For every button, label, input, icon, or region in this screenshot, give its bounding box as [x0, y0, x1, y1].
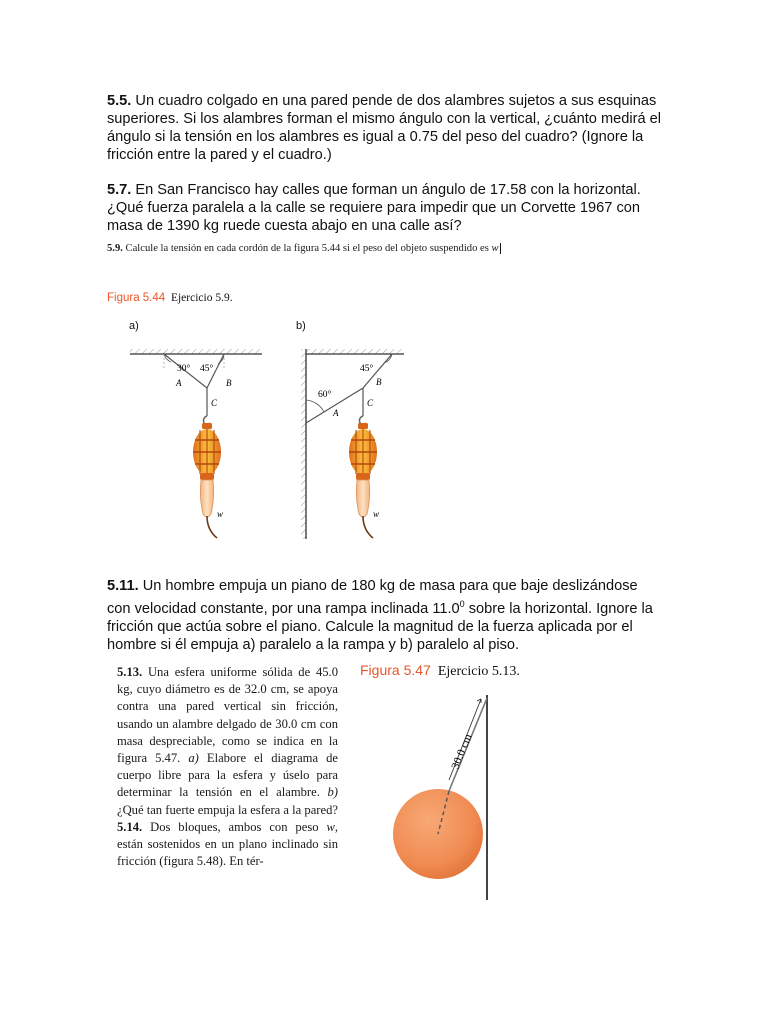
figure-5-44-caption	[107, 292, 233, 304]
ceiling-hatch	[130, 349, 262, 354]
problem-5-14	[117, 819, 338, 871]
lamp-icon	[193, 423, 224, 538]
ceiling-hatch	[306, 349, 404, 354]
problem-number: 5.14.	[117, 819, 143, 834]
figure-5-47-caption	[360, 662, 520, 680]
angle-30-label: 30°	[177, 364, 191, 374]
weight-label: w	[217, 509, 224, 519]
problem-text: Calcule la tensión en cada cordón de la figura 5.44 si el peso del objeto suspendido es	[122, 243, 492, 254]
problem-number: 5.9.	[107, 243, 123, 254]
panel-a-label: a)	[129, 320, 139, 332]
problem-number: 5.7.	[107, 182, 132, 198]
problem-5-5	[107, 92, 663, 164]
panel-b-label: b)	[296, 320, 306, 332]
part-b-label: b)	[327, 785, 338, 800]
angle-60-label: 60°	[318, 390, 332, 400]
problem-number: 5.5.	[107, 93, 132, 109]
problem-text: , están sostenidos en un plano inclinado sin fricción (figura 5.48). En tér-	[117, 819, 338, 869]
cord-a-label: A	[176, 378, 182, 388]
lamp-icon	[349, 423, 380, 538]
problem-5-13-block	[117, 664, 338, 918]
text-cursor	[500, 243, 501, 254]
weight-variable: w	[491, 243, 499, 254]
cord-c-label: C	[211, 398, 218, 408]
cord-b-label: B	[226, 378, 232, 388]
figure-caption-text: Ejercicio 5.13.	[437, 664, 520, 679]
problem-text: sobre la horizontal. Ignore la fricción que actúa sobre el piano. Calcule la magnitud de la fuerza aplicada por el hombre si él empuja a) paralelo a la rampa y b) paralelo al piso.	[107, 600, 653, 653]
problem-text: En San Francisco hay calles que forman un ángulo de 17.58 con la horizontal. ¿Qué fuerza paralela a la calle se requiere para impedir que un Corvette 1967 con masa de 1390 kg ruede cuesta abajo en una calle así?	[107, 182, 641, 234]
problem-5-13	[117, 664, 338, 819]
problem-number: 5.13.	[117, 665, 143, 679]
problem-number: 5.11.	[107, 578, 139, 594]
panel-a-drawing	[130, 349, 262, 538]
degree-superscript: 0	[459, 599, 465, 609]
problem-text: Elabore el diagrama de cuerpo libre para la esfera y úselo para determinar la tensión en el alambre.	[117, 751, 338, 800]
angle-45-label: 45°	[360, 364, 374, 374]
figure-number: Figura 5.44	[107, 292, 166, 304]
weight-label: w	[373, 509, 380, 519]
problem-text: Un cuadro colgado en una pared pende de dos alambres sujetos a sus esquinas superiores. Si los alambres forman el mismo ángulo con la vertical, ¿cuánto medirá el ángulo si la tensión en los alambres es igual a 0.75 del peso del cuadro? (Ignore la fricción entre la pared y el cuadro.)	[107, 93, 661, 163]
part-a-label: a)	[188, 751, 199, 766]
problem-text: ¿Qué tan fuerte empuja la esfera a la pared?	[117, 802, 338, 817]
weight-variable: w	[326, 819, 335, 834]
figure-number: Figura 5.47	[360, 662, 431, 678]
cord-b-label: B	[376, 377, 382, 387]
angle-45-label: 45°	[200, 364, 214, 374]
figure-caption-text: Ejercicio 5.9.	[170, 292, 233, 304]
problem-5-7	[107, 181, 663, 235]
problem-text: Un hombre empuja un piano de 180 kg de masa para que baje deslizándose con velocidad constante, por una rampa inclinada 11.0	[107, 578, 638, 617]
cord-c-label: C	[367, 398, 374, 408]
problem-text: Una esfera uniforme sólida de 45.0 kg, cuyo diámetro es de 32.0 cm, se apoya contra una pared vertical sin fricción, usando un alambre delgado de 30.0 cm con masa despreciable, como se indica en la figura 5.47.	[117, 665, 338, 766]
problem-5-11	[107, 577, 663, 654]
figure-5-47	[380, 690, 500, 905]
figure-5-44	[120, 340, 450, 545]
wall-hatch	[301, 349, 306, 539]
length-label: 30.0 cm	[449, 732, 475, 772]
panel-b-drawing	[301, 349, 404, 539]
cord-a-label: A	[333, 408, 339, 418]
problem-text: Dos bloques, ambos con peso	[142, 819, 327, 834]
problem-5-9	[107, 240, 507, 257]
